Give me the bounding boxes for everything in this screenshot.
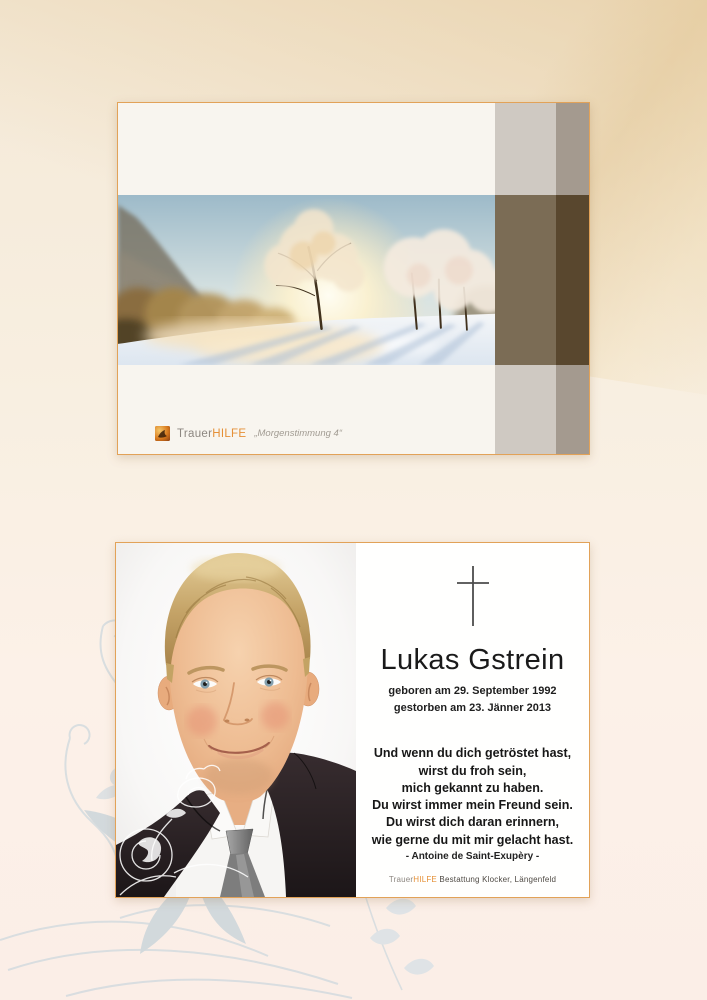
- poem-line: wirst du froh sein,: [418, 763, 527, 778]
- poem-line: Und wenn du dich getröstet hast,: [373, 746, 572, 761]
- memorial-poem: [372, 745, 573, 849]
- funeral-home-footer: [389, 875, 556, 884]
- motif-label: „Morgenstimmung 4“: [254, 428, 342, 439]
- poem-line: Du wirst dich daran erinnern,: [386, 815, 559, 830]
- trauerhilfe-logo: [155, 426, 342, 441]
- life-dates: [388, 683, 556, 716]
- stripe-dark-outer: [556, 195, 589, 365]
- cross-icon: [456, 565, 490, 627]
- death-date-line: gestorben am 23. Jänner 2013: [393, 701, 552, 714]
- poem-line: mich gekannt zu haben.: [401, 780, 544, 795]
- portrait-photo: [116, 543, 356, 897]
- trauerhilfe-logo-icon: [155, 426, 170, 441]
- poem-attribution: - Antoine de Saint-Exupèry -: [405, 850, 540, 862]
- poem-line: Du wirst immer mein Freund sein.: [372, 798, 573, 813]
- brand-name: [177, 428, 246, 440]
- winter-landscape-photo: [118, 195, 495, 365]
- card-inside-content: [356, 543, 589, 897]
- stripe-dark-inner: [495, 195, 556, 365]
- footer-brand-orange: HILFE: [413, 874, 437, 884]
- card-inside-lukas-gstrein: [115, 542, 590, 898]
- deceased-name: Lukas Gstrein: [380, 644, 565, 676]
- brand-name-gray: Trauer: [177, 427, 213, 440]
- footer-location: Bestattung Klocker, Längenfeld: [439, 874, 557, 884]
- birth-date-line: geboren am 29. September 1992: [388, 685, 557, 698]
- brand-name-orange: HILFE: [212, 427, 247, 440]
- footer-brand-gray: Trauer: [388, 874, 414, 884]
- card-front-morgenstimmung: [117, 102, 590, 455]
- poem-line: wie gerne du mit mir gelacht hast.: [371, 832, 574, 847]
